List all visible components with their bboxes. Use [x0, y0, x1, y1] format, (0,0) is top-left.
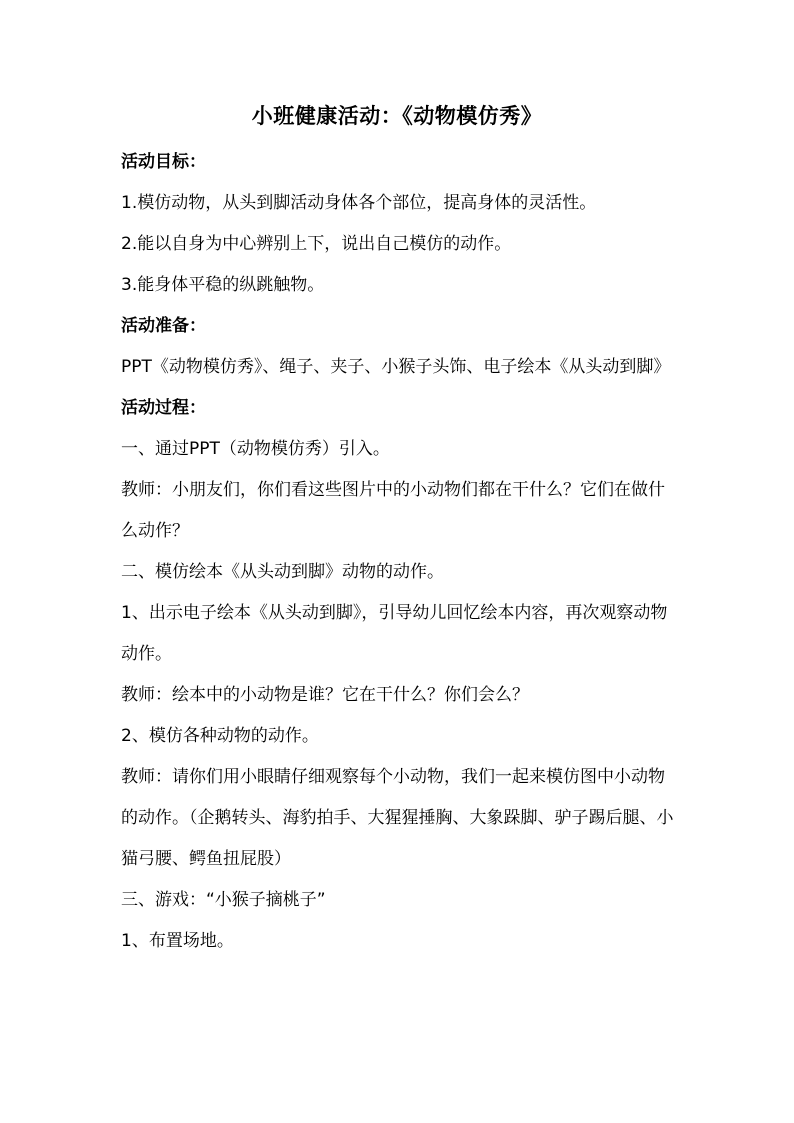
goal-item-2: 2.能以自身为中心辨别上下，说出自己模仿的动作。 [121, 234, 512, 254]
teacher-dialogue-1: 教师：小朋友们，你们看这些图片中的小动物们都在干什么？它们在做什么动作？ [121, 480, 665, 541]
process-step-2: 二、模仿绘本《从头动到脚》动物的动作。 [121, 562, 444, 582]
teacher-dialogue-3: 教师：请你们用小眼睛仔细观察每个小动物，我们一起来模仿图中小动物的动作。（企鹅转头、海豹拍手、大猩猩捶胸、大象跺脚、驴子踢后腿、小猫弓腰、鳄鱼扭屁股） [121, 767, 674, 869]
process-step-3: 三、游戏：“小猴子摘桃子” [121, 890, 326, 910]
teacher-dialogue-2: 教师：绘本中的小动物是谁？它在干什么？你们会么？ [121, 685, 529, 705]
process-substep-3-1: 1、布置场地。 [121, 931, 234, 951]
document-title: 小班健康活动：《动物模仿秀》 [251, 103, 543, 128]
process-substep-2-2: 2、模仿各种动物的动作。 [121, 726, 319, 746]
document-body [121, 142, 681, 962]
section-heading-process: 活动过程： [121, 398, 206, 418]
goal-item-3: 3.能身体平稳的纵跳触物。 [121, 275, 325, 295]
section-heading-preparation: 活动准备： [121, 316, 206, 336]
process-substep-2-1: 1、出示电子绘本《从头动到脚》，引导幼儿回忆绘本内容，再次观察动物动作。 [121, 603, 668, 664]
section-heading-goals: 活动目标： [121, 152, 206, 172]
goal-item-1: 1.模仿动物，从头到脚活动身体各个部位，提高身体的灵活性。 [121, 193, 597, 213]
preparation-materials: PPT《动物模仿秀》、绳子、夹子、小猴子头饰、电子绘本《从头动到脚》 [121, 357, 671, 377]
process-step-1: 一、通过PPT（动物模仿秀）引入。 [121, 439, 390, 459]
